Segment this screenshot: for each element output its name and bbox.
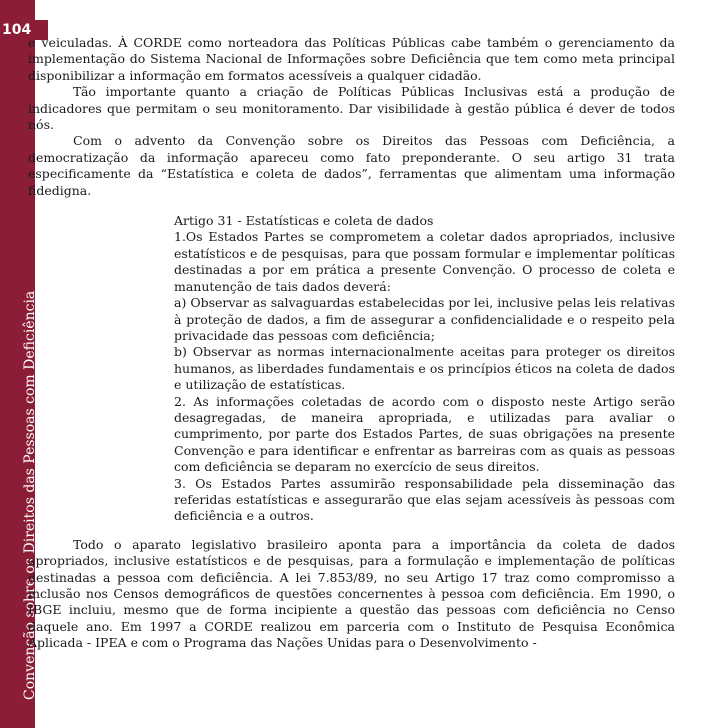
- paragraph-2: Tão importante quanto a criação de Políticas Públicas Inclusivas está a produção de indicadores que permitam o seu monitoramento. Dar visibilidade à gestão pública é dever de todos nós.: [28, 84, 675, 133]
- paragraph-4: Todo o aparato legislativo brasileiro aponta para a importância da coleta de dados apropriados, inclusive estatísticos e de pesquisas, para a formulação e implementação de políticas destinadas a pessoa com deficiência. A lei 7.853/89, no seu Artigo 17 traz como compromisso a inclusão nos Censos demográficos de questões concernentes à pessoa com deficiência. Em 1990, o IBGE incluiu, mesmo que de forma incipiente a questão das pessoas com deficiência no Censo daquele ano. Em 1997 a CORDE realizou em parceria com o Instituto de Pesquisa Econômica Aplicada - IPEA e com o Programa das Nações Unidas para o Desenvolvimento -: [28, 536, 675, 651]
- page-number: 104: [0, 20, 48, 40]
- paragraph-3: Com o advento da Convenção sobre os Direitos das Pessoas com Deficiência, a democratização da informação apareceu como fato preponderante. O seu artigo 31 trata especificamente da “Estatística e coleta de dados”, ferramentas que alimentam uma informação fidedigna.: [28, 133, 675, 198]
- quote-item-3: 3. Os Estados Partes assumirão responsabilidade pela disseminação das referidas estatísticas e assegurarão que elas sejam acessíveis às pessoas com deficiência e a outros.: [174, 475, 675, 524]
- quote-item-1b: b) Observar as normas internacionalmente aceitas para proteger os direitos humanos, as liberdades fundamentais e os princípios éticos na coleta de dados e utilização de estatísticas.: [174, 344, 675, 393]
- quote-item-1a: a) Observar as salvaguardas estabelecidas por lei, inclusive pelas leis relativas à proteção de dados, a fim de assegurar a confidencialidade e o respeito pela privacidade das pessoas com deficiência;: [174, 295, 675, 343]
- page-body: [28, 35, 675, 652]
- quote-title: Artigo 31 - Estatísticas e coleta de dados: [174, 213, 434, 229]
- paragraph-1: e veiculadas. À CORDE como norteadora das Políticas Públicas cabe também o gerenciamento da implementação do Sistema Nacional de Informações sobre Deficiência que tem como meta principal disponibilizar a informação em formatos acessíveis a qualquer cidadão.: [28, 35, 675, 83]
- spine-title: Convenção sobre os Direitos das Pessoas com Deficiência: [22, 290, 38, 700]
- quote-item-2: 2. As informações coletadas de acordo com o disposto neste Artigo serão desagregadas, de maneira apropriada, e utilizadas para avaliar o cumprimento, por parte dos Estados Partes, de suas obrigações na presente Convenção e para identificar e enfrentar as barreiras com as quais as pessoas com deficiência se deparam no exercício de seus direitos.: [174, 393, 675, 475]
- article-quote: [174, 213, 675, 525]
- quote-item-1: 1.Os Estados Partes se comprometem a coletar dados apropriados, inclusive estatísticos e de pesquisas, para que possam formular e implementar políticas destinadas a por em prática a presente Convenção. O processo de coleta e manutenção de tais dados deverá:: [174, 229, 675, 294]
